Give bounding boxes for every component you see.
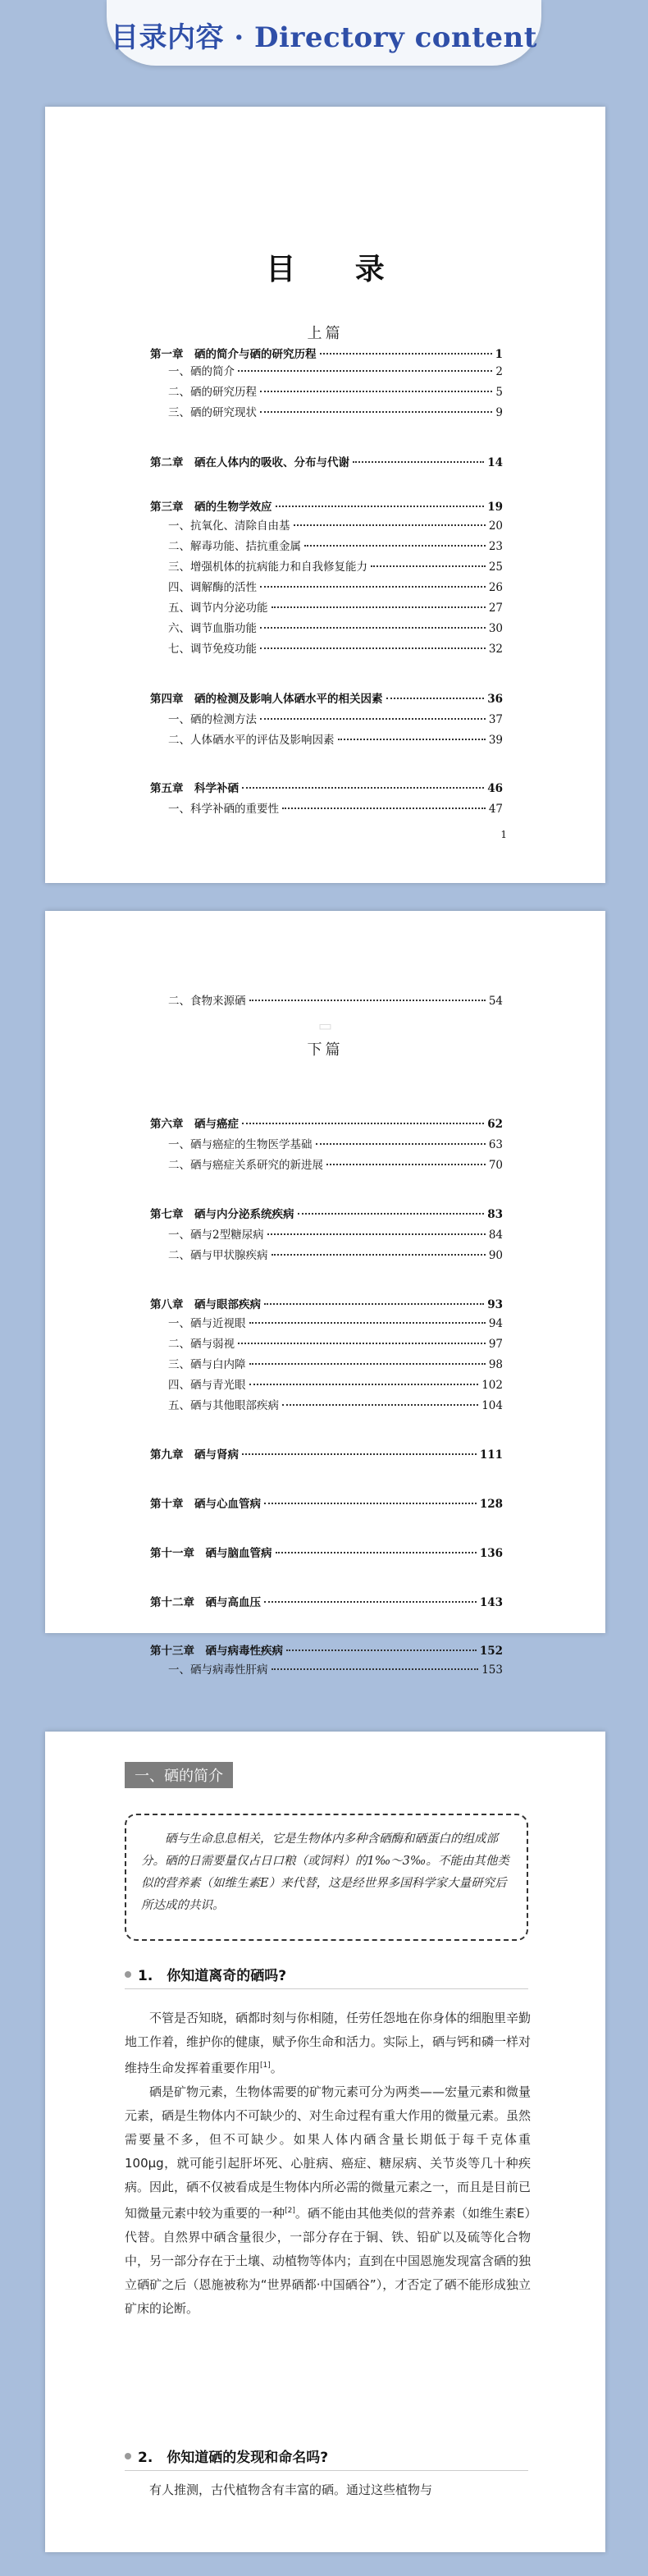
toc-title: 目 录 xyxy=(266,252,409,286)
toc-entry-title: 第一章 硒的简介与硒的研究历程 xyxy=(150,348,317,361)
bullet-icon xyxy=(125,2453,131,2459)
toc-section-row xyxy=(150,1398,503,1414)
toc-section-row xyxy=(150,1247,503,1264)
toc-entry-page: 54 xyxy=(488,995,503,1008)
toc-entry-title: 一、硒与近视眼 xyxy=(168,1317,246,1330)
toc-leader xyxy=(242,787,484,789)
toc-entry-title: 第十二章 硒与高血压 xyxy=(150,1596,261,1609)
bullet-icon xyxy=(125,1971,131,1978)
toc-chapter-row xyxy=(150,1206,503,1223)
toc-entry-title: 一、抗氧化、清除自由基 xyxy=(168,519,290,533)
header-banner xyxy=(0,0,648,72)
toc-entry-title: 二、硒与甲状腺疾病 xyxy=(168,1249,268,1262)
toc-entry-title: 二、硒与癌症关系研究的新进展 xyxy=(168,1159,323,1172)
toc-section-row xyxy=(150,518,503,534)
toc-leader xyxy=(260,586,486,588)
toc-entry-title: 第十一章 硒与脑血管病 xyxy=(150,1547,272,1560)
part-title-lower: 下篇 xyxy=(307,1041,344,1059)
part-title-upper: 上篇 xyxy=(307,325,344,342)
paragraph xyxy=(125,2080,531,2321)
heading-rule xyxy=(125,2470,528,2471)
toc-section-row xyxy=(150,405,503,421)
toc-leader xyxy=(242,1453,477,1455)
toc-section-row xyxy=(150,559,503,575)
toc-chapter-row xyxy=(150,1297,503,1313)
toc-entry-title: 二、硒与弱视 xyxy=(168,1338,235,1351)
toc-entry-page: 25 xyxy=(488,560,503,574)
toc-entry-title: 第十三章 硒与病毒性疾病 xyxy=(150,1645,283,1658)
toc-leader xyxy=(298,1213,485,1215)
toc-entry-page: 97 xyxy=(488,1338,503,1351)
toc-entry-page: 98 xyxy=(488,1358,503,1371)
toc-leader xyxy=(326,1164,486,1165)
toc-leader xyxy=(282,1404,478,1406)
toc-entry-page: 90 xyxy=(488,1249,503,1262)
paragraph-text: 不管是否知晓，硒都时刻与你相随，任劳任怨地在你身体的细胞里辛勤地工作着，维护你的健康，赋予你生命和活力。实际上，硒与钙和磷一样对维持生命发挥着重要作用 xyxy=(125,2011,532,2075)
paragraph xyxy=(125,2006,531,2080)
toc-leader xyxy=(304,545,486,547)
toc-chapter-row xyxy=(150,1116,503,1132)
toc-entry-page: 1 xyxy=(495,348,503,361)
toc-page-1 xyxy=(45,107,605,883)
toc-entry-title: 一、硒与病毒性肝病 xyxy=(168,1663,268,1677)
toc-entry-title: 一、硒与癌症的生物医学基础 xyxy=(168,1138,313,1151)
toc-chapter-row xyxy=(150,1496,503,1512)
toc-section-row xyxy=(150,579,503,596)
question-1-body xyxy=(125,2006,531,2321)
toc-page-2 xyxy=(45,911,605,1677)
toc-entry-page: 63 xyxy=(488,1138,503,1151)
toc-entry-page: 19 xyxy=(487,501,503,514)
toc-leader xyxy=(276,1552,477,1553)
content-page xyxy=(45,1732,605,2552)
toc-entry-title: 二、食物来源硒 xyxy=(168,995,246,1008)
toc-entry-title: 第二章 硒在人体内的吸收、分布与代谢 xyxy=(150,456,349,469)
toc-leader xyxy=(260,647,486,649)
toc-leader xyxy=(249,1384,479,1385)
toc-leader xyxy=(272,606,486,608)
paragraph-text: 硒是矿物元素，生物体需要的矿物元素可分为两类——宏量元素和微量元素，硒是生物体内不可缺少的、对生命过程有重大作用的微量元素。虽然需要量不多，但不可缺少。如果人体内硒含量长期低于每千克体重 100μg，就可能引起肝坏死、心脏病、癌症、糖尿病、关节炎等几十种疾病。因此，硒不仅被看成是生物体内所必需的微量元素之一，而且是目前已知微量元素中较为重要的一种 xyxy=(125,2084,532,2221)
toc-leader xyxy=(286,1649,477,1651)
toc-entry-page: 14 xyxy=(487,456,503,469)
toc-entry-title: 第六章 硒与癌症 xyxy=(150,1118,239,1131)
toc-section-row xyxy=(150,711,503,728)
intro-quote-box xyxy=(125,1814,528,1941)
toc-leader xyxy=(272,1254,486,1256)
toc-chapter-row xyxy=(150,1643,503,1659)
toc-entry-page: 104 xyxy=(481,1399,503,1412)
toc-entry-title: 五、硒与其他眼部疾病 xyxy=(168,1399,279,1412)
toc-entry-title: 三、增强机体的抗病能力和自我修复能力 xyxy=(168,560,367,574)
toc-section-row xyxy=(150,1227,503,1243)
toc-entry-page: 23 xyxy=(488,540,503,553)
toc-entry-page: 47 xyxy=(488,803,503,816)
citation: [1] xyxy=(260,2061,271,2070)
toc-entry-title: 第八章 硒与眼部疾病 xyxy=(150,1298,261,1311)
toc-leader xyxy=(249,1000,486,1001)
toc-entry-title: 二、人体硒水平的评估及影响因素 xyxy=(168,734,335,747)
toc-leader xyxy=(267,1233,486,1235)
toc-entry-title: 一、硒的检测方法 xyxy=(168,713,257,726)
toc-section-row xyxy=(150,801,503,817)
question-2-body xyxy=(125,2478,531,2502)
toc-entry-page: 128 xyxy=(479,1498,503,1511)
question-2-heading xyxy=(125,2446,328,2466)
toc-entry-page: 83 xyxy=(487,1208,503,1221)
toc-section-row xyxy=(150,1377,503,1393)
question-1-title: 1. 你知道离奇的硒吗? xyxy=(138,1968,287,1984)
toc-section-row xyxy=(150,732,503,748)
toc-section-row xyxy=(150,993,503,1009)
toc-entry-page: 36 xyxy=(487,693,503,706)
watermark-icon: ▭ xyxy=(317,1018,332,1035)
toc-chapter-row xyxy=(150,455,503,471)
citation: [2] xyxy=(285,2207,295,2215)
toc-entry-page: 9 xyxy=(495,406,503,419)
toc-entry-page: 62 xyxy=(487,1118,503,1131)
toc-chapter-row xyxy=(150,1545,503,1562)
toc-chapter-row xyxy=(150,1447,503,1463)
toc-section-row xyxy=(150,620,503,637)
toc-entry-title: 第九章 硒与肾病 xyxy=(150,1448,239,1462)
toc-section-row xyxy=(150,1157,503,1174)
toc-section-row xyxy=(150,1137,503,1153)
toc-entry-title: 五、调节内分泌功能 xyxy=(168,602,268,615)
toc-entry-page: 37 xyxy=(488,713,503,726)
toc-section-row xyxy=(150,641,503,657)
toc-entry-title: 四、调解酶的活性 xyxy=(168,581,257,594)
heading-rule xyxy=(125,1988,528,1989)
toc-entry-title: 一、硒与2型糖尿病 xyxy=(168,1229,264,1242)
toc-entry-page: 84 xyxy=(488,1229,503,1242)
toc-entry-page: 94 xyxy=(488,1317,503,1330)
toc-leader xyxy=(316,1143,486,1145)
toc-leader xyxy=(371,565,486,567)
toc-leader xyxy=(282,808,486,809)
header-title: 目录内容 · Directory content xyxy=(111,21,537,54)
toc-leader xyxy=(249,1322,486,1324)
toc-leader xyxy=(260,718,486,720)
question-2-title: 2. 你知道硒的发现和命名吗? xyxy=(138,2450,329,2466)
toc-leader xyxy=(353,461,484,463)
toc-entry-page: 70 xyxy=(488,1159,503,1172)
toc-entry-title: 第三章 硒的生物学效应 xyxy=(150,501,272,514)
toc-entry-title: 二、解毒功能、拮抗重金属 xyxy=(168,540,301,553)
toc-leader xyxy=(242,1123,484,1124)
toc-entry-page: 39 xyxy=(488,734,503,747)
toc-entry-page: 46 xyxy=(487,782,503,795)
toc-entry-page: 26 xyxy=(488,581,503,594)
toc-section-row xyxy=(150,1662,503,1678)
toc-chapter-row xyxy=(150,780,503,797)
question-1-heading xyxy=(125,1964,286,1984)
toc-leader xyxy=(238,1343,486,1344)
toc-leader xyxy=(260,391,492,392)
intro-quote-text: 硒与生命息息相关，它是生物体内多种含硒酶和硒蛋白的组成部分。硒的日需要量仅占日口粮（或饲料）的1‰～3‰。不能由其他类似的营养素（如维生素E）来代替，这是经世界多国科学家大量研究后所达成的共识。 xyxy=(141,1832,509,1912)
toc-entry-title: 第十章 硒与心血管病 xyxy=(150,1498,261,1511)
toc-section-row xyxy=(150,600,503,616)
toc-entry-page: 27 xyxy=(488,602,503,615)
toc-section-row xyxy=(150,364,503,380)
toc-entry-title: 三、硒与白内障 xyxy=(168,1358,246,1371)
toc-entry-title: 三、硒的研究现状 xyxy=(168,406,257,419)
toc-entry-page: 93 xyxy=(487,1298,503,1311)
toc-leader xyxy=(260,627,486,629)
toc-entry-title: 第七章 硒与内分泌系统疾病 xyxy=(150,1208,294,1221)
toc-entry-page: 20 xyxy=(488,519,503,533)
toc-leader xyxy=(320,353,492,355)
toc-leader xyxy=(272,1668,479,1670)
toc-leader xyxy=(294,524,486,526)
toc-entry-page: 152 xyxy=(479,1645,503,1658)
toc-entry-title: 第四章 硒的检测及影响人体硒水平的相关因素 xyxy=(150,693,383,706)
toc-entry-page: 153 xyxy=(481,1663,503,1677)
toc-entry-page: 102 xyxy=(481,1379,503,1392)
toc-entry-title: 第五章 科学补硒 xyxy=(150,782,239,795)
section-label: 一、硒的简介 xyxy=(125,1762,233,1788)
toc-leader xyxy=(264,1503,477,1504)
paragraph-text: 。 xyxy=(270,2061,283,2075)
page-number: 1 xyxy=(500,829,507,840)
toc-section-row xyxy=(150,384,503,400)
paragraph-text: 。硒不能由其他类似的营养素（如维生素E）代替。自然界中硒含量很少，一部分存在于铜、铁、铅矿以及硫等化合物中，另一部分存在于土壤、动植物等体内；直到在中国恩施发现富含硒的独立硒矿之后（恩施被称为“世界硒都·中国硒谷”），才否定了硒不能形成独立矿床的论断。 xyxy=(125,2206,532,2316)
toc-leader xyxy=(249,1363,486,1365)
toc-entry-page: 136 xyxy=(479,1547,503,1560)
toc-section-row xyxy=(150,1357,503,1373)
toc-entry-title: 七、调节免疫功能 xyxy=(168,643,257,656)
toc-entry-page: 30 xyxy=(488,622,503,635)
toc-chapter-row xyxy=(150,346,503,363)
toc-entry-page: 111 xyxy=(479,1448,503,1462)
toc-entry-page: 2 xyxy=(495,365,503,378)
header-tab xyxy=(107,0,541,66)
toc-leader xyxy=(386,698,485,699)
toc-leader xyxy=(264,1303,484,1305)
toc-entry-title: 四、硒与青光眼 xyxy=(168,1379,246,1392)
toc-entry-page: 5 xyxy=(495,386,503,399)
toc-entry-page: 32 xyxy=(488,643,503,656)
toc-entry-title: 一、科学补硒的重要性 xyxy=(168,803,279,816)
toc-chapter-row xyxy=(150,499,503,515)
toc-entry-title: 六、调节血脂功能 xyxy=(168,622,257,635)
toc-section-row xyxy=(150,1315,503,1332)
toc-entry-title: 一、硒的简介 xyxy=(168,365,235,378)
toc-leader xyxy=(260,411,492,413)
toc-chapter-row xyxy=(150,691,503,707)
toc-section-row xyxy=(150,538,503,555)
toc-leader xyxy=(238,370,492,372)
toc-entry-title: 二、硒的研究历程 xyxy=(168,386,257,399)
toc-section-row xyxy=(150,1336,503,1352)
toc-leader xyxy=(276,506,485,507)
paragraph: 有人推测，古代植物含有丰富的硒。通过这些植物与 xyxy=(149,2482,433,2497)
toc-chapter-row xyxy=(150,1595,503,1611)
toc-entry-page: 143 xyxy=(479,1596,503,1609)
toc-leader xyxy=(338,739,486,740)
toc-leader xyxy=(264,1601,477,1603)
